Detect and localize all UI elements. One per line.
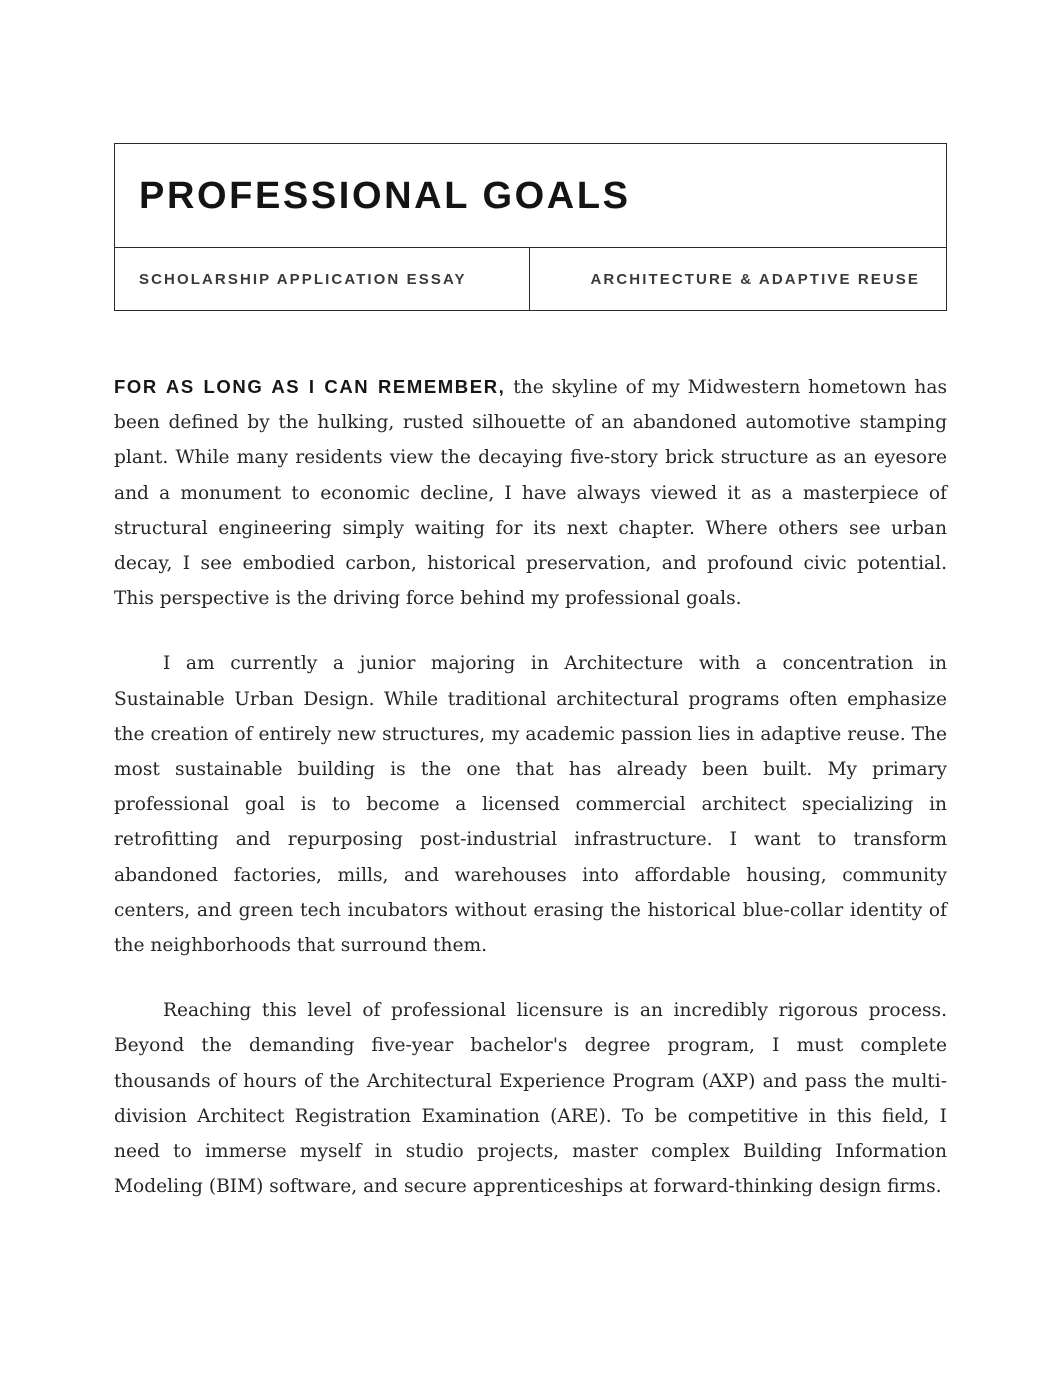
field-of-study-label: ARCHITECTURE & ADAPTIVE REUSE xyxy=(590,270,920,288)
title-row xyxy=(115,144,946,248)
lead-in-text: FOR AS LONG AS I CAN REMEMBER, xyxy=(114,376,506,397)
essay-paragraph-1 xyxy=(114,369,947,616)
essay-body xyxy=(114,369,947,1204)
paragraph-1-text: the skyline of my Midwestern hometown has been defined by the hulking, rusted silhouette of an abandoned automotive stamping plant. While many residents view the decaying five-story brick structure as an eyesore and a monument to economic decline, I have always viewed it as a masterpiece of structural engineering simply waiting for its next chapter. Where others see urban decay, I see embodied carbon, historical preservation, and profound civic potential. This perspective is the driving force behind my professional goals. xyxy=(114,377,948,610)
essay-page xyxy=(114,143,947,1234)
essay-type-label: SCHOLARSHIP APPLICATION ESSAY xyxy=(115,248,530,310)
title-block xyxy=(114,143,947,311)
page-title: PROFESSIONAL GOALS xyxy=(139,175,631,217)
essay-paragraph-3: Reaching this level of professional licensure is an incredibly rigorous process. Beyond the demanding five-year bachelor's degree program, I must complete thousands of hours of the Architectural Experience Program (AXP) and pass the multi-division Architect Registration Examination (ARE). To be competitive in this field, I need to immerse myself in studio projects, master complex Building Information Modeling (BIM) software, and secure apprenticeships at forward-thinking design firms. xyxy=(114,1000,947,1198)
essay-paragraph-2: I am currently a junior majoring in Architecture with a concentration in Sustainable Urban Design. While traditional architectural programs often emphasize the creation of entirely new structures, my academic passion lies in adaptive reuse. The most sustainable building is the one that has already been built. My primary professional goal is to become a licensed commercial architect specializing in retrofitting and repurposing post-industrial infrastructure. I want to transform abandoned factories, mills, and warehouses into affordable housing, community centers, and green tech incubators without erasing the historical blue-collar identity of the neighborhoods that surround them. xyxy=(114,653,947,957)
subtitle-row xyxy=(115,248,946,310)
